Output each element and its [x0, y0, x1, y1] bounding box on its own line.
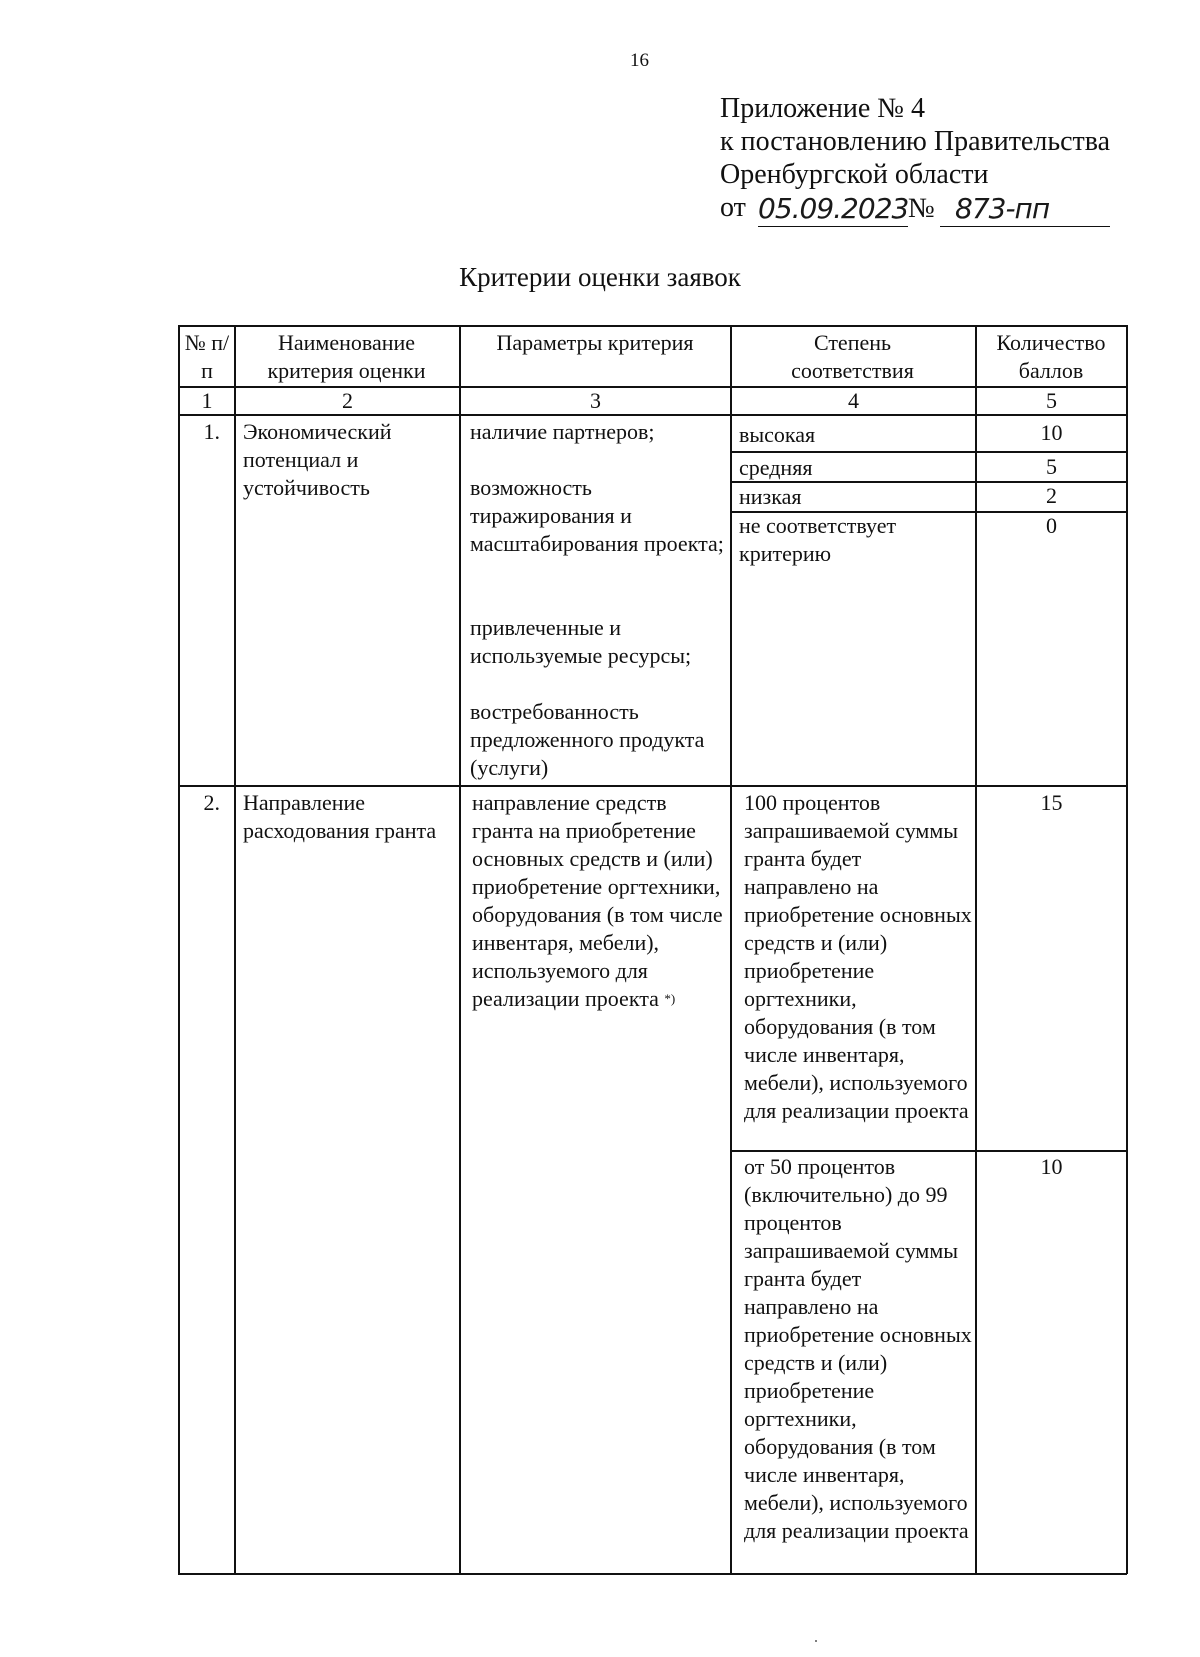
- row-1-degree: высокая: [739, 422, 816, 447]
- row-2-param-text: направление средств гранта на приобретение основных средств и (или) приобретение оргтехники, оборудования (в том числе инвентаря, мебели), используемого для реализации проекта: [472, 790, 723, 1011]
- table-border-left: [178, 325, 180, 1574]
- row-1-points: 5: [1046, 454, 1057, 479]
- header-degree: Степень соответствия: [791, 330, 914, 383]
- page-number: 16: [630, 50, 649, 71]
- header-points: Количество баллов: [996, 330, 1106, 383]
- row-2-num: 2.: [203, 790, 220, 815]
- row-1-param: наличие партнеров;: [470, 419, 655, 444]
- handwritten-date: 05.09.2023: [758, 192, 909, 225]
- row-1-points: 2: [1046, 483, 1057, 508]
- column-number: 3: [590, 388, 601, 413]
- row-2-param: [472, 789, 728, 1016]
- scan-speck: [815, 1640, 817, 1642]
- number-underline: [940, 226, 1110, 227]
- row-1-points: 10: [1040, 420, 1063, 445]
- row-1-param: востребованность предложенного продукта (услуги): [470, 699, 705, 780]
- header-parameters: Параметры критерия: [496, 330, 694, 355]
- row-2-criterion-name: Направление расходования гранта: [243, 790, 437, 843]
- table-rule: [730, 325, 732, 1574]
- appendix-line-2: к постановлению Правительства: [720, 126, 1111, 157]
- header-num: № п/п: [184, 330, 230, 383]
- handwritten-number: 873-пп: [955, 192, 1050, 225]
- row-2-degree: 100 процентов запрашиваемой суммы гранта будет направлено на приобретение основных средств и (или) приобретение оргтехники, оборудования (в том числе инвентаря, мебели), используемого для реализации проекта: [744, 790, 972, 1123]
- number-sign: №: [908, 193, 935, 224]
- row-1-num: 1.: [203, 419, 220, 444]
- row-1-degree: низкая: [739, 484, 802, 509]
- column-number: 4: [848, 388, 859, 413]
- row-1-param: привлеченные и используемые ресурсы;: [470, 615, 692, 668]
- row-1-degree: средняя: [739, 455, 813, 480]
- table-border-top: [178, 325, 1127, 327]
- table-rule: [234, 325, 236, 1574]
- column-number: 1: [201, 388, 213, 413]
- row-2-degree: от 50 процентов (включительно) до 99 процентов запрашиваемой суммы гранта будет направлено на приобретение основных средств и (или) приобретение оргтехники, оборудования (в том числе инвентаря, мебели), используемого для реализации проекта: [744, 1154, 972, 1543]
- date-underline: [758, 226, 908, 227]
- table-rule: [178, 785, 1127, 787]
- row-1-degree: не соответствует критерию: [739, 513, 897, 566]
- row-2-points: 10: [1040, 1154, 1063, 1179]
- table-rule: [459, 325, 461, 1574]
- header-criterion-name: Наименование критерия оценки: [267, 330, 426, 383]
- row-2-points: 15: [1040, 790, 1063, 815]
- date-prefix: от: [720, 192, 746, 223]
- column-number: 2: [342, 388, 353, 413]
- row-1-criterion-name: Экономический потенциал и устойчивость: [243, 419, 392, 500]
- table-border-right: [1126, 325, 1128, 1574]
- document-title: Критерии оценки заявок: [459, 262, 741, 292]
- appendix-line-1: Приложение № 4: [720, 93, 925, 124]
- appendix-line-3: Оренбургской области: [720, 159, 989, 190]
- row-1-param: возможность тиражирования и масштабирования проекта;: [470, 475, 724, 556]
- table-rule: [730, 1150, 1127, 1152]
- table-border-bottom: [178, 1573, 1127, 1575]
- row-1-points: 0: [1046, 513, 1057, 538]
- footnote-marker: *): [664, 991, 676, 1006]
- column-number: 5: [1046, 388, 1057, 413]
